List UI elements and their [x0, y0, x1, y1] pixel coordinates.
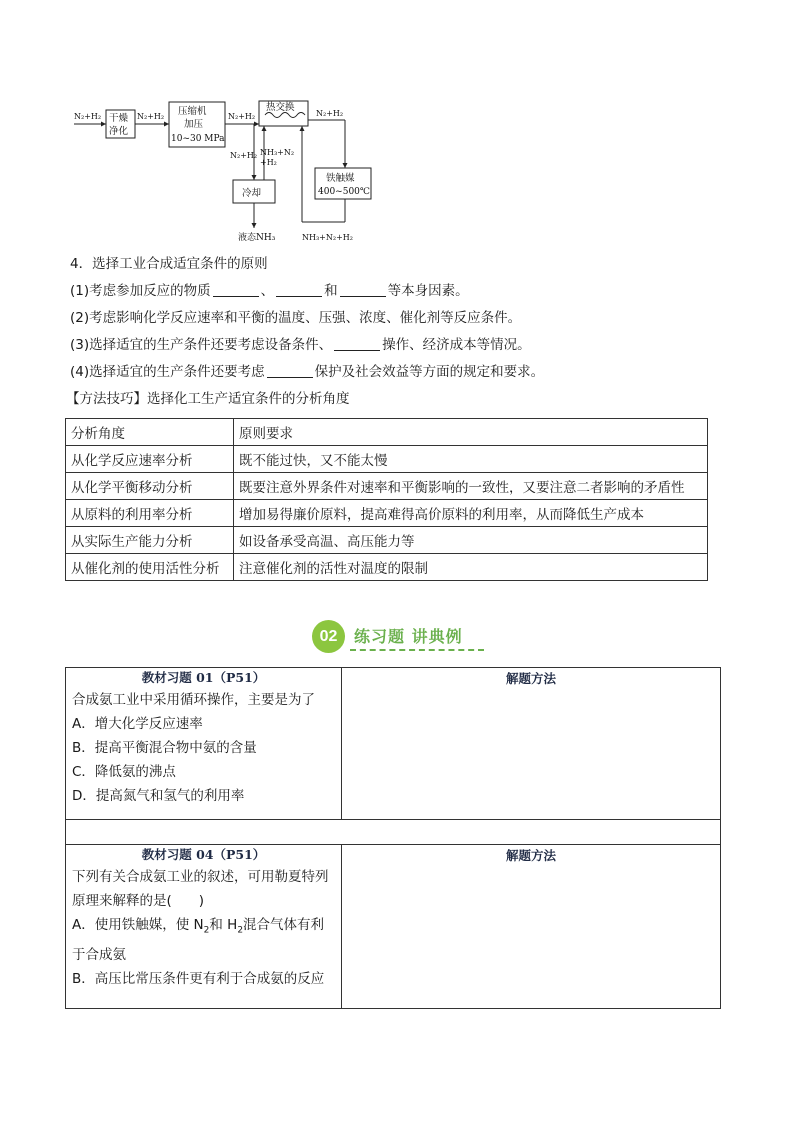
- cooling-label: 冷却: [242, 188, 262, 199]
- exercise-2-solution-cell: [342, 845, 721, 1009]
- principle-4-text-a: (4)选择适宜的生产条件还要考虑: [70, 364, 265, 380]
- opt-a-sub-2: 2: [237, 925, 244, 936]
- principle-requirement-cell: 原则要求: [234, 419, 708, 446]
- analysis-angle-cell: 从实际生产能力分析: [66, 527, 234, 554]
- principle-requirement-cell: 如设备承受高温、高压能力等: [234, 527, 708, 554]
- opt-a-text-2: 和 H: [209, 917, 238, 933]
- method-table-row: [66, 446, 708, 473]
- blank-field: [340, 283, 386, 297]
- principle-1-text-b: 等本身因素。: [387, 283, 469, 299]
- principle-4: [70, 363, 544, 381]
- exercise-1-option-d: D．提高氮气和氢气的利用率: [72, 788, 245, 804]
- exercise-2-question-line-2: 原理来解释的是( ): [72, 893, 205, 909]
- principle-1-sep2: 和: [324, 283, 338, 299]
- analysis-angle-cell: 从原料的利用率分析: [66, 500, 234, 527]
- liquid-ammonia-label: 液态NH₃: [238, 233, 276, 243]
- compressor-label-2: 加压: [184, 119, 204, 130]
- blank-field: [267, 364, 313, 378]
- analysis-angle-cell: 从催化剂的使用活性分析: [66, 554, 234, 581]
- blank-field: [213, 283, 259, 297]
- analysis-angle-cell: 从化学平衡移动分析: [66, 473, 234, 500]
- exercise-2-option-a-line-1: [72, 913, 335, 943]
- input-gas-label: N₂+H₂: [74, 112, 102, 121]
- principle-4-text-b: 保护及社会效益等方面的规定和要求。: [314, 364, 545, 380]
- exercise-1-option-c: C．降低氨的沸点: [72, 764, 176, 780]
- principle-requirement-cell: 增加易得廉价原料，提高难得高价原料的利用率，从而降低生产成本: [234, 500, 708, 527]
- ammonia-process-diagram: [70, 98, 390, 248]
- section-title: 练习题 讲典例: [354, 627, 463, 646]
- exercise-2-heading: 教材习题 04（P51）: [141, 847, 266, 862]
- principle-3: [70, 336, 531, 354]
- gas-to-catalyst-label: N₂+H₂: [316, 109, 344, 118]
- analysis-angle-cell: 分析角度: [66, 419, 234, 446]
- method-table-row: [66, 500, 708, 527]
- section-number-badge: 02: [312, 620, 345, 653]
- principle-3-text-a: (3)选择适宜的生产条件还要考虑设备条件、: [70, 337, 333, 353]
- exercise-2-solution-heading: 解题方法: [505, 848, 556, 863]
- method-table-row: [66, 473, 708, 500]
- compressor-label-3: 10~30 MPa: [171, 134, 225, 144]
- opt-a-text-3: 混合气体有利: [243, 917, 325, 933]
- dry-box-label-2: 净化: [109, 126, 129, 137]
- exercise-row-1: [66, 668, 721, 820]
- exercise-1-heading: 教材习题 01（P51）: [141, 670, 266, 685]
- dry-box-label-1: 干燥: [109, 113, 129, 124]
- exercise-1-solution-heading: 解题方法: [505, 671, 556, 686]
- compressor-label-1: 压缩机: [178, 106, 207, 117]
- exercise-1-solution-cell: [342, 668, 721, 820]
- opt-a-sub-1: 2: [203, 925, 210, 936]
- exercise-1-cell: [66, 668, 342, 820]
- exercise-1-option-a: A．增大化学反应速率: [72, 716, 203, 732]
- principle-1-text-a: (1)考虑参加反应的物质: [70, 283, 211, 299]
- opt-a-text-1: A．使用铁触媒，使 N: [72, 917, 204, 933]
- exercise-row-2: [66, 845, 721, 1009]
- analysis-angle-cell: 从化学反应速率分析: [66, 446, 234, 473]
- catalyst-label-2: 400~500℃: [318, 187, 370, 197]
- exercise-1-question: 合成氨工业中采用循环操作，主要是为了: [72, 692, 315, 708]
- section-title-underline: [350, 649, 484, 651]
- principle-requirement-cell: 既不能过快，又不能太慢: [234, 446, 708, 473]
- exercise-2-cell: [66, 845, 342, 1009]
- method-tip-title: 【方法技巧】选择化工生产适宜条件的分析角度: [66, 391, 350, 407]
- gas-down-left-label: N₂+H₂: [230, 151, 258, 160]
- blank-field: [276, 283, 322, 297]
- spacer-cell: [66, 820, 721, 845]
- gas-up-mid-label-1: NH₃+N₂: [260, 148, 295, 157]
- exercise-2-option-b: B．高压比常压条件更有利于合成氨的反应: [72, 970, 325, 987]
- method-table-row: [66, 554, 708, 581]
- gas-up-mid-label-2: +H₂: [260, 158, 277, 167]
- section-header: [310, 618, 490, 654]
- method-table-header-row: [66, 419, 708, 446]
- exercise-2-option-a-line-2: 于合成氨: [72, 946, 126, 963]
- principle-requirement-cell: 既要注意外界条件对速率和平衡影响的一致性，又要注意二者影响的矛盾性: [234, 473, 708, 500]
- method-table-row: [66, 527, 708, 554]
- exercise-2-question-line-1: 下列有关合成氨工业的叙述，可用勒夏特列: [72, 869, 329, 885]
- exercise-table: [65, 667, 721, 1009]
- principle-3-text-b: 操作、经济成本等情况。: [382, 337, 531, 353]
- principle-2: (2)考虑影响化学反应速率和平衡的温度、压强、浓度、催化剂等反应条件。: [70, 310, 522, 326]
- catalyst-label-1: 铁触媒: [326, 173, 355, 184]
- gas-after-compress-label: N₂+H₂: [228, 112, 256, 121]
- exercise-spacer-row: [66, 820, 721, 845]
- blank-field: [334, 337, 380, 351]
- method-tip-table: [65, 418, 708, 581]
- principles-heading: 4．选择工业合成适宜条件的原则: [70, 256, 268, 272]
- principle-requirement-cell: 注意催化剂的活性对温度的限制: [234, 554, 708, 581]
- heat-exchange-label: 热交换: [266, 102, 295, 113]
- exercise-1-option-b: B．提高平衡混合物中氨的含量: [72, 740, 257, 756]
- gas-after-dry-label: N₂+H₂: [137, 112, 165, 121]
- principle-1: [70, 282, 469, 300]
- principle-1-sep1: 、: [260, 283, 275, 299]
- return-gas-label: NH₃+N₂+H₂: [302, 233, 353, 242]
